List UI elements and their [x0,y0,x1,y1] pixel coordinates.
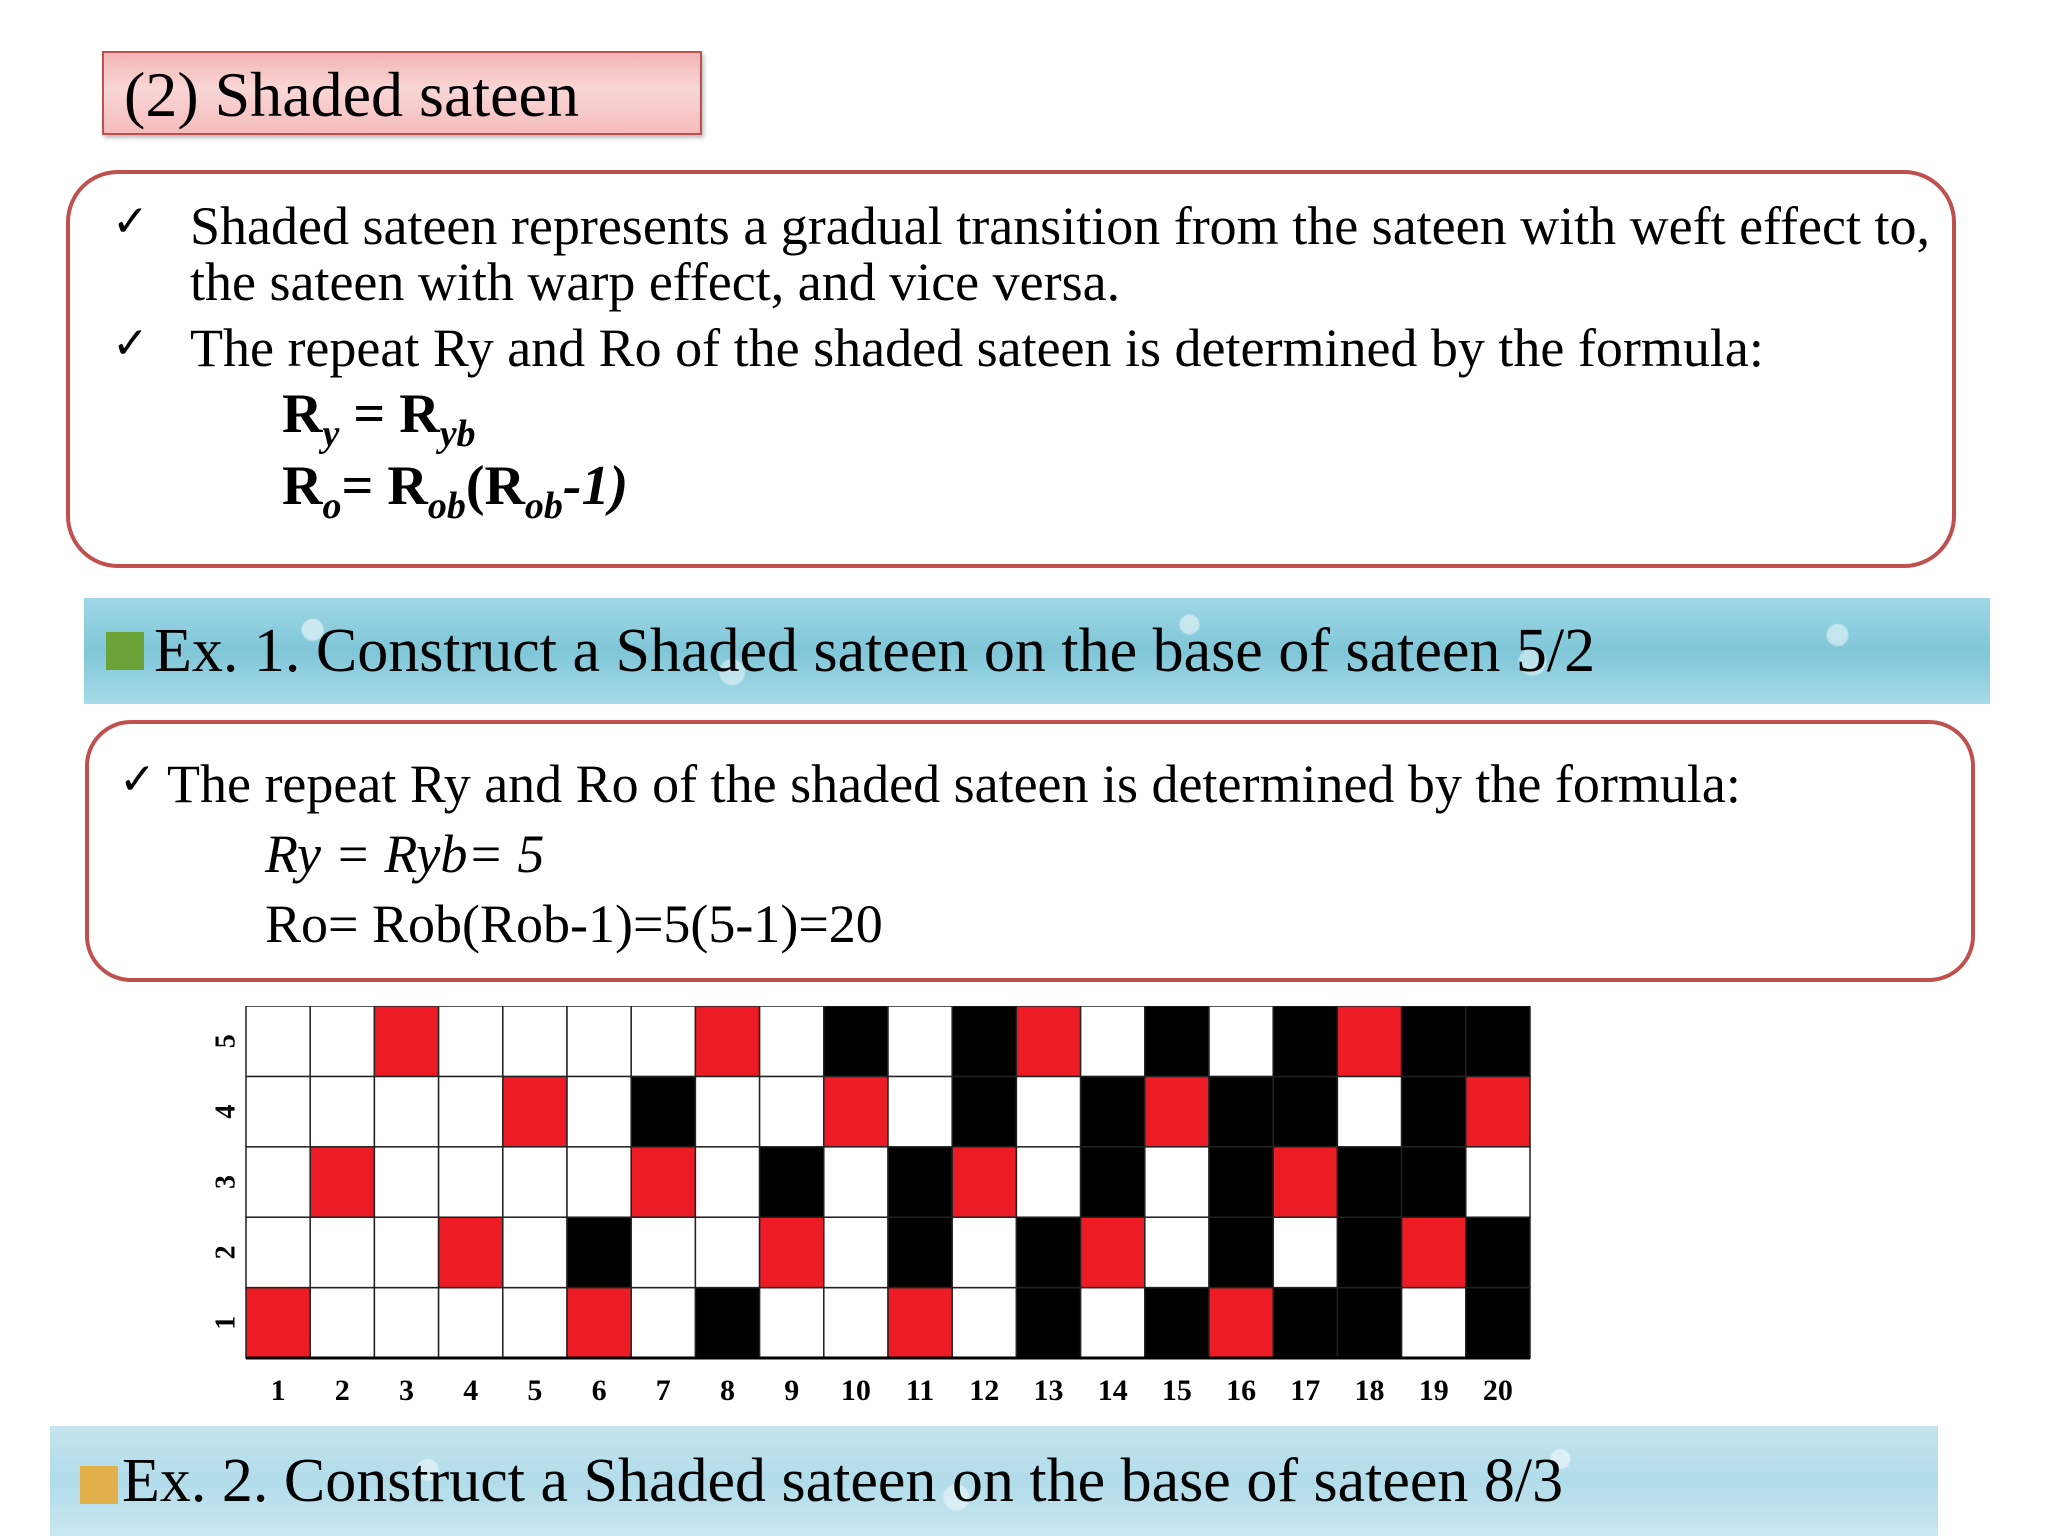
example1-heading: Ex. 1. Construct a Shaded sateen on the base of sateen 5/2 [154,617,1596,685]
weave-cell [246,1006,310,1076]
weave-cell [1145,1076,1209,1146]
intro-bullet-2: The repeat Ry and Ro of the shaded sateen is determined by the formula: [190,318,1764,378]
weave-cell [246,1288,310,1358]
x-tick-label: 5 [527,1374,543,1407]
weave-cell [567,1288,631,1358]
weave-cell [374,1076,438,1146]
weave-cell [1466,1006,1530,1076]
weave-cell [1273,1006,1337,1076]
weave-cell [1145,1147,1209,1217]
y-tick-label: 4 [210,1104,242,1119]
weave-cell [374,1288,438,1358]
formula-ry: $R_y = R_{yb}$ [282,383,476,455]
weave-cell [503,1217,567,1287]
example1-ro-line: Ro= Rob(Rob-1)=5(5-1)=20 [265,894,883,954]
weave-cell [310,1217,374,1287]
weave-cell [952,1288,1016,1358]
weave-cell [567,1217,631,1287]
weave-cell [952,1217,1016,1287]
x-tick-label: 3 [399,1374,414,1407]
weave-cell [631,1147,695,1217]
weave-cell [439,1076,503,1146]
weave-cell [1209,1006,1273,1076]
weave-cell [695,1006,759,1076]
weave-cell [1081,1076,1145,1146]
weave-cell [1209,1147,1273,1217]
weave-cell [1145,1288,1209,1358]
weave-cell [824,1147,888,1217]
weave-cell [374,1217,438,1287]
weave-cell [567,1076,631,1146]
weave-cell [824,1076,888,1146]
weave-cell [246,1217,310,1287]
weave-cell [824,1288,888,1358]
weave-cell [695,1147,759,1217]
weave-cell [310,1288,374,1358]
weave-cell [567,1006,631,1076]
weave-cell [503,1076,567,1146]
weave-cell [952,1006,1016,1076]
x-tick-label: 2 [334,1374,350,1407]
x-tick-label: 6 [591,1374,607,1407]
weave-cell [310,1006,374,1076]
weave-cell [1273,1217,1337,1287]
weave-cell [1081,1147,1145,1217]
weave-cell [824,1217,888,1287]
weave-cell [1081,1217,1145,1287]
weave-cell [1209,1288,1273,1358]
weave-cell [824,1006,888,1076]
weave-cell [310,1147,374,1217]
weave-cell [1337,1288,1401,1358]
x-tick-label: 12 [969,1374,1000,1407]
weave-cell [1337,1217,1401,1287]
x-tick-label: 17 [1290,1374,1321,1407]
weave-cell [1402,1076,1466,1146]
weave-cell [246,1076,310,1146]
weave-cell [695,1288,759,1358]
weave-cell [246,1147,310,1217]
weave-cell [439,1006,503,1076]
example2-heading: Ex. 2. Construct a Shaded sateen on the base of sateen 8/3 [122,1447,1564,1515]
weave-cell [631,1006,695,1076]
weave-cell [439,1217,503,1287]
weave-cell [695,1076,759,1146]
weave-cell [631,1076,695,1146]
weave-cell [310,1076,374,1146]
weave-cell [760,1147,824,1217]
example2-banner [50,1426,1938,1536]
x-tick-label: 9 [784,1374,800,1407]
y-tick-label: 1 [210,1315,242,1330]
weave-cell [567,1147,631,1217]
weave-cell [503,1147,567,1217]
weave-cell [1337,1006,1401,1076]
weave-cell [1145,1217,1209,1287]
weave-cell [760,1006,824,1076]
weave-cell [888,1288,952,1358]
weave-cell [631,1217,695,1287]
x-tick-label: 8 [720,1374,735,1407]
weave-cell [1337,1076,1401,1146]
weave-cell [695,1217,759,1287]
x-tick-label: 1 [270,1374,286,1407]
weave-cell [1402,1006,1466,1076]
weave-cell [888,1147,952,1217]
title-box [102,51,702,135]
formula-ro: $R_o= R_{ob}(R_{ob}-1)$ [282,455,629,527]
weave-cell [1016,1076,1080,1146]
weave-cell [760,1217,824,1287]
weave-cell [1466,1217,1530,1287]
weave-cell [1081,1288,1145,1358]
weave-cell [503,1006,567,1076]
weave-cell [503,1288,567,1358]
x-tick-label: 7 [655,1374,671,1407]
x-tick-label: 19 [1418,1374,1449,1407]
weave-cell [1273,1147,1337,1217]
x-tick-label: 15 [1161,1374,1192,1407]
weave-cell [760,1288,824,1358]
example1-bullet: The repeat Ry and Ro of the shaded sateen is determined by the formula: [167,754,1741,814]
intro-bullet-1: Shaded sateen represents a gradual transition from the sateen with weft effect to, the sateen with warp effect, and vice versa. [190,196,1930,312]
weave-cell [439,1147,503,1217]
x-tick-label: 14 [1097,1374,1128,1407]
weave-cell [760,1076,824,1146]
example1-ry-line: Ry = Ryb= 5 [265,824,545,884]
weave-cell [1209,1217,1273,1287]
y-tick-label: 5 [210,1034,242,1049]
weave-cell [1016,1288,1080,1358]
weave-cell [374,1147,438,1217]
weave-cell [1337,1147,1401,1217]
weave-cell [952,1147,1016,1217]
weave-cell [1466,1076,1530,1146]
weave-cell [1081,1006,1145,1076]
x-tick-label: 16 [1226,1374,1257,1407]
weave-cell [1145,1006,1209,1076]
weave-cell [952,1076,1016,1146]
intro-box [66,170,1956,568]
weave-cell [1016,1147,1080,1217]
y-tick-label: 2 [210,1245,242,1260]
y-tick-label: 3 [210,1175,242,1189]
weave-cell [1402,1288,1466,1358]
bullet-square-icon [80,1466,118,1504]
weave-cell [1273,1076,1337,1146]
weave-cell [1466,1288,1530,1358]
weave-cell [888,1217,952,1287]
weave-cell [1016,1006,1080,1076]
weave-cell [1209,1076,1273,1146]
weave-cell [1016,1217,1080,1287]
weave-cell [1402,1147,1466,1217]
slide-title: (2) Shaded sateen [124,59,579,130]
weave-grid [200,1006,1560,1418]
weave-cell [1402,1217,1466,1287]
weave-cell [1466,1147,1530,1217]
x-tick-label: 11 [905,1374,935,1407]
weave-cell [888,1076,952,1146]
weave-cell [888,1006,952,1076]
x-tick-label: 18 [1354,1374,1385,1407]
weave-cell [374,1006,438,1076]
weave-cell [439,1288,503,1358]
check-icon: ✓ [112,318,149,369]
example1-banner [84,598,1990,704]
weave-cell [631,1288,695,1358]
check-icon: ✓ [112,196,149,247]
bullet-square-icon [106,632,144,670]
x-tick-label: 10 [840,1374,871,1407]
example1-box [85,720,1975,982]
weave-cell [1273,1288,1337,1358]
check-icon: ✓ [119,754,156,805]
x-tick-label: 20 [1482,1374,1513,1407]
x-tick-label: 4 [463,1374,479,1407]
x-tick-label: 13 [1033,1374,1064,1407]
